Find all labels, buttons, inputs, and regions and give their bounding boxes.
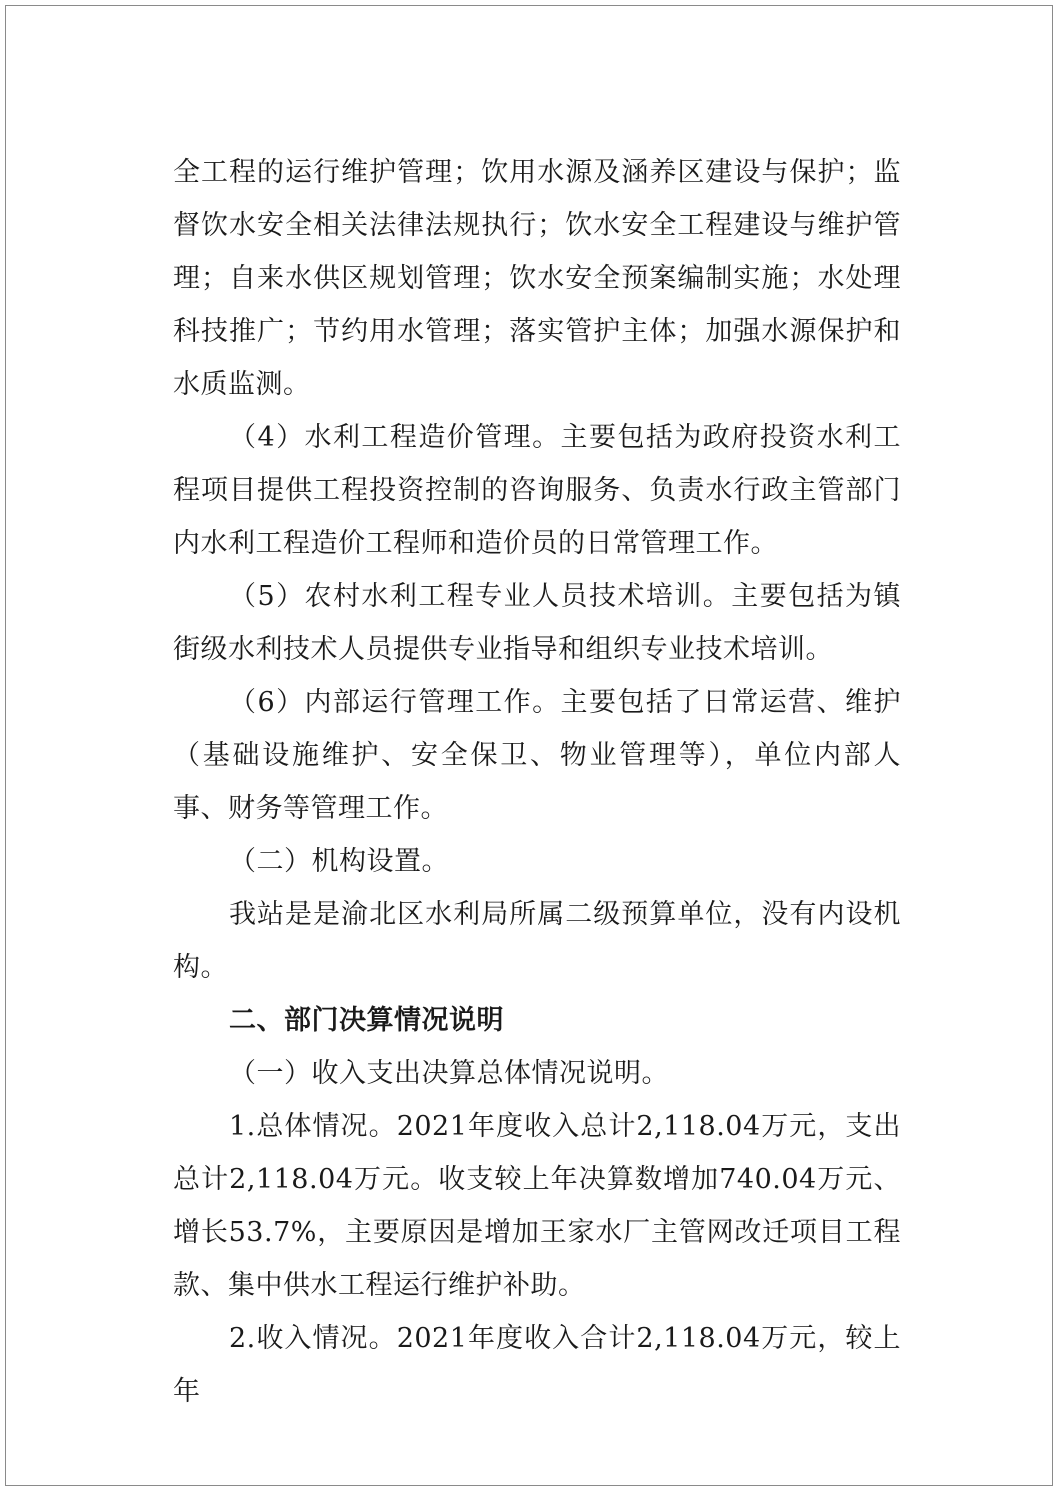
- paragraph-income-expense-title: （一）收入支出决算总体情况说明。: [229, 1058, 669, 1089]
- paragraph-overall-situation: 1.总体情况。2021年度收入总计2,118.04万元，支出总计2,118.04万元。收支较上年决算数增加740.04万元、增长53.7%，主要原因是增加王家水厂主管网改迁项目工程款、集中供水工程运行维护补助。: [173, 1111, 901, 1301]
- section-heading-final-accounts: 二、部门决算情况说明: [229, 1005, 504, 1036]
- document-page: [5, 5, 1053, 1486]
- paragraph-org-setup: 我站是是渝北区水利局所属二级预算单位，没有内设机构。: [173, 899, 901, 983]
- paragraph-water-safety-duties: 全工程的运行维护管理；饮用水源及涵养区建设与保护；监督饮水安全相关法律法规执行；饮水安全工程建设与维护管理；自来水供区规划管理；饮水安全预案编制实施；水处理科技推广；节约用水管理；落实管护主体；加强水源保护和水质监测。: [173, 157, 901, 400]
- paragraph-technical-training: （5）农村水利工程专业人员技术培训。主要包括为镇街级水利技术人员提供专业指导和组织专业技术培训。: [173, 581, 901, 665]
- paragraph-internal-operations: （6）内部运行管理工作。主要包括了日常运营、维护（基础设施维护、安全保卫、物业管理等），单位内部人事、财务等管理工作。: [173, 687, 901, 824]
- paragraph-cost-management: （4）水利工程造价管理。主要包括为政府投资水利工程项目提供工程投资控制的咨询服务、负责水行政主管部门内水利工程造价工程师和造价员的日常管理工作。: [173, 422, 901, 559]
- paragraph-income-situation: 2.收入情况。2021年度收入合计2,118.04万元，较上年: [173, 1323, 901, 1407]
- paragraph-org-setup-title: （二）机构设置。: [229, 846, 449, 877]
- document-body: [173, 146, 901, 1418]
